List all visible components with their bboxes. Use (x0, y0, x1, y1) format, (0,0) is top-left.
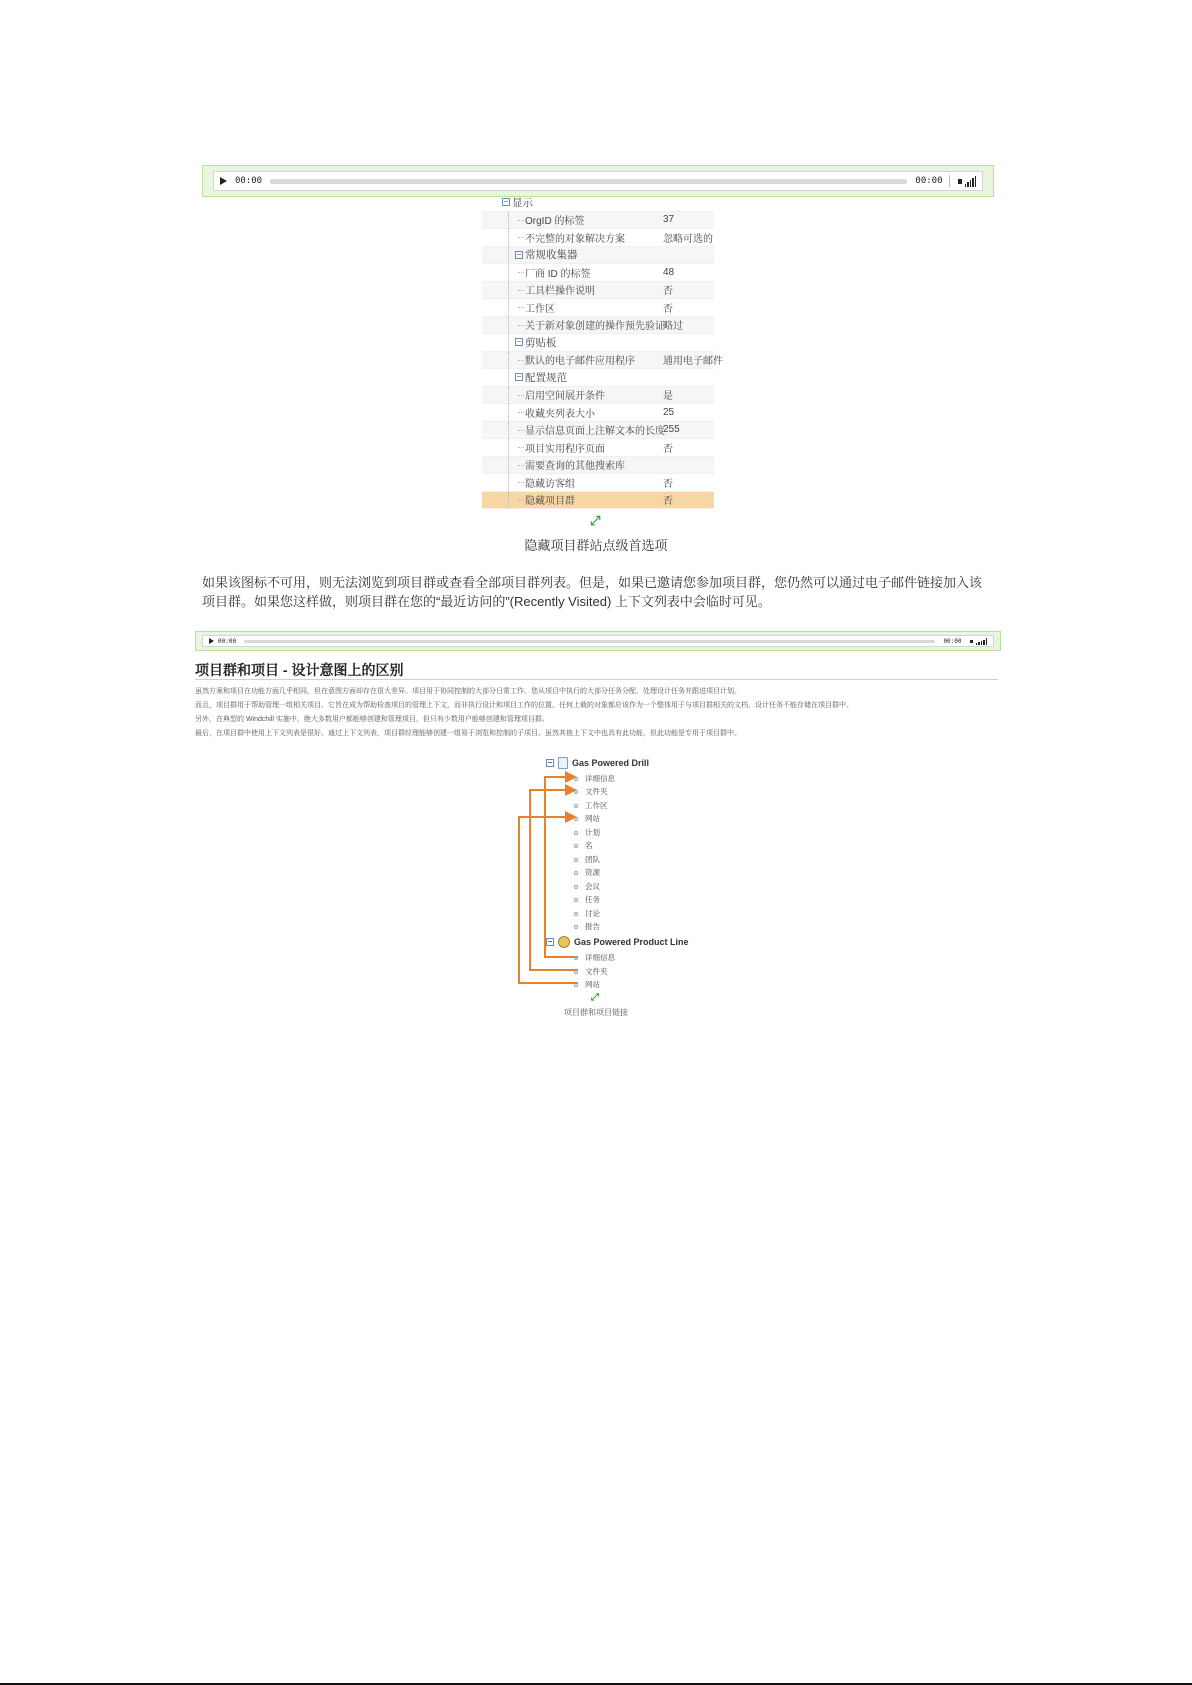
section-title: 项目群和项目 - 设计意图上的区别 (195, 662, 404, 678)
tree-node[interactable]: 网站 (574, 979, 600, 990)
pref-row[interactable]: 关于新对象创建的操作预先验证 略过 (482, 317, 714, 335)
pref-row-selected[interactable]: 隐藏项目群 否 (482, 492, 714, 510)
tree-root-project[interactable]: − Gas Powered Drill (547, 758, 650, 768)
pref-row[interactable]: 隐藏访客组 否 (482, 474, 714, 492)
project-icon (558, 757, 568, 769)
figure-caption: 项目群和项目链接 (564, 1008, 628, 1017)
node-icon (574, 858, 578, 862)
tree-node[interactable]: 资源 (574, 867, 600, 878)
pref-row[interactable]: 不完整的对象解决方案 忽略可选的 (482, 229, 714, 247)
collapse-icon[interactable]: − (516, 337, 522, 347)
audio-duration: 00:00 (915, 176, 943, 186)
node-icon (574, 790, 578, 794)
body-paragraph: 如果该图标不可用，则无法浏览到项目群或查看全部项目群列表。但是，如果已邀请您参加项目群，您仍然可以通过电子邮件链接加入该项目群。如果您这样做，则项目群在您的“最近访问的”(Recently Visited) 上下文列表中会临时可见。 (202, 575, 983, 609)
node-icon (574, 970, 578, 974)
tree-node[interactable]: 详细信息 (574, 773, 615, 784)
expand-icon[interactable]: ⤢ (590, 513, 601, 528)
collapse-icon[interactable]: − (547, 937, 553, 946)
pref-row[interactable]: 收藏夹列表大小 25 (482, 404, 714, 422)
tree-node[interactable]: 名 (574, 840, 593, 851)
tree-node[interactable]: 文件夹 (574, 966, 608, 977)
tree-group-display[interactable]: − 显示 (482, 194, 714, 212)
figure-caption: 隐藏项目群站点级首选项 (524, 538, 668, 553)
collapse-icon[interactable]: − (547, 758, 553, 767)
tree-node[interactable]: 讨论 (574, 908, 600, 919)
node-icon (574, 817, 578, 821)
audio-current-time: 00:00 (218, 637, 237, 645)
audio-duration: 00:00 (943, 637, 962, 645)
tree-node[interactable]: 计划 (574, 827, 600, 838)
body-line: 最后，在项目群中使用上下文列表是很好。通过上下文列表，项目群经理能够创建一组易于浏览和控制的子项目。虽然其他上下文中也具有此功能，但此功能是专用于项目群中。 (195, 730, 741, 737)
body-line: 虽然方案和项目在功能方面几乎相同，但在意图方面却存在很大差异。项目用于协同控制的大部分日常工作。您从项目中执行的大部分任务分配、处理设计任务并跟进项目计划。 (195, 688, 741, 695)
arrow-site (519, 817, 578, 983)
tree-node[interactable]: 报告 (574, 921, 600, 932)
tree-group-collector[interactable]: − 常规收集器 (482, 247, 714, 265)
node-icon (574, 912, 578, 916)
tree-node[interactable]: 会议 (574, 881, 600, 892)
tree-node[interactable]: 团队 (574, 854, 600, 865)
pref-row[interactable]: 工具栏操作说明 否 (482, 282, 714, 300)
pref-row[interactable]: 需要查询的其他搜索库 (482, 457, 714, 475)
pref-row[interactable]: 默认的电子邮件应用程序 通用电子邮件 (482, 352, 714, 370)
collapse-icon[interactable]: − (503, 197, 509, 207)
tree-node[interactable]: 详细信息 (574, 952, 615, 963)
node-icon (574, 871, 578, 875)
tree-root-program[interactable]: − Gas Powered Product Line (547, 937, 689, 947)
pref-row[interactable]: OrgID 的标签 37 (482, 212, 714, 230)
program-icon (558, 936, 570, 948)
node-icon (574, 885, 578, 889)
pref-row[interactable]: 项目实用程序页面 否 (482, 439, 714, 457)
body-line: 而且，项目群用于帮助管理一组相关项目。它旨在成为帮助检查项目的管理上下文，而非执行设计和项目工作的位置。任何上载的对象都应该作为一个整体用于与项目群相关的文档，设计任务不能存储在项目群中。 (195, 702, 853, 709)
collapse-icon[interactable]: − (516, 372, 522, 382)
pref-row[interactable]: 启用空间展开条件 是 (482, 387, 714, 405)
collapse-icon[interactable]: − (516, 249, 522, 259)
tree-node[interactable]: 网站 (574, 813, 600, 824)
tree-node[interactable]: 任务 (574, 894, 600, 905)
pref-row[interactable]: 工作区 否 (482, 299, 714, 317)
tree-node[interactable]: 工作区 (574, 800, 608, 811)
node-icon (574, 831, 578, 835)
node-icon (574, 983, 578, 987)
tree-group-config[interactable]: − 配置规范 (482, 369, 714, 387)
pref-row[interactable]: 显示信息页面上注解文本的长度 255 (482, 422, 714, 440)
node-icon (574, 777, 578, 781)
node-icon (574, 925, 578, 929)
tree-group-clipboard[interactable]: − 剪贴板 (482, 334, 714, 352)
expand-icon[interactable]: ⤢ (591, 992, 599, 1003)
body-line: 另外，在典型的 Windchill 实施中，绝大多数用户都能够创建和管理项目，但只有少数用户能够创建和管理项目群。 (195, 716, 549, 723)
node-icon (574, 804, 578, 808)
tree-node[interactable]: 文件夹 (574, 786, 608, 797)
pref-row[interactable]: 厂商 ID 的标签 48 (482, 264, 714, 282)
audio-current-time: 00:00 (235, 176, 263, 186)
node-icon (574, 844, 578, 848)
node-icon (574, 898, 578, 902)
node-icon (574, 956, 578, 960)
